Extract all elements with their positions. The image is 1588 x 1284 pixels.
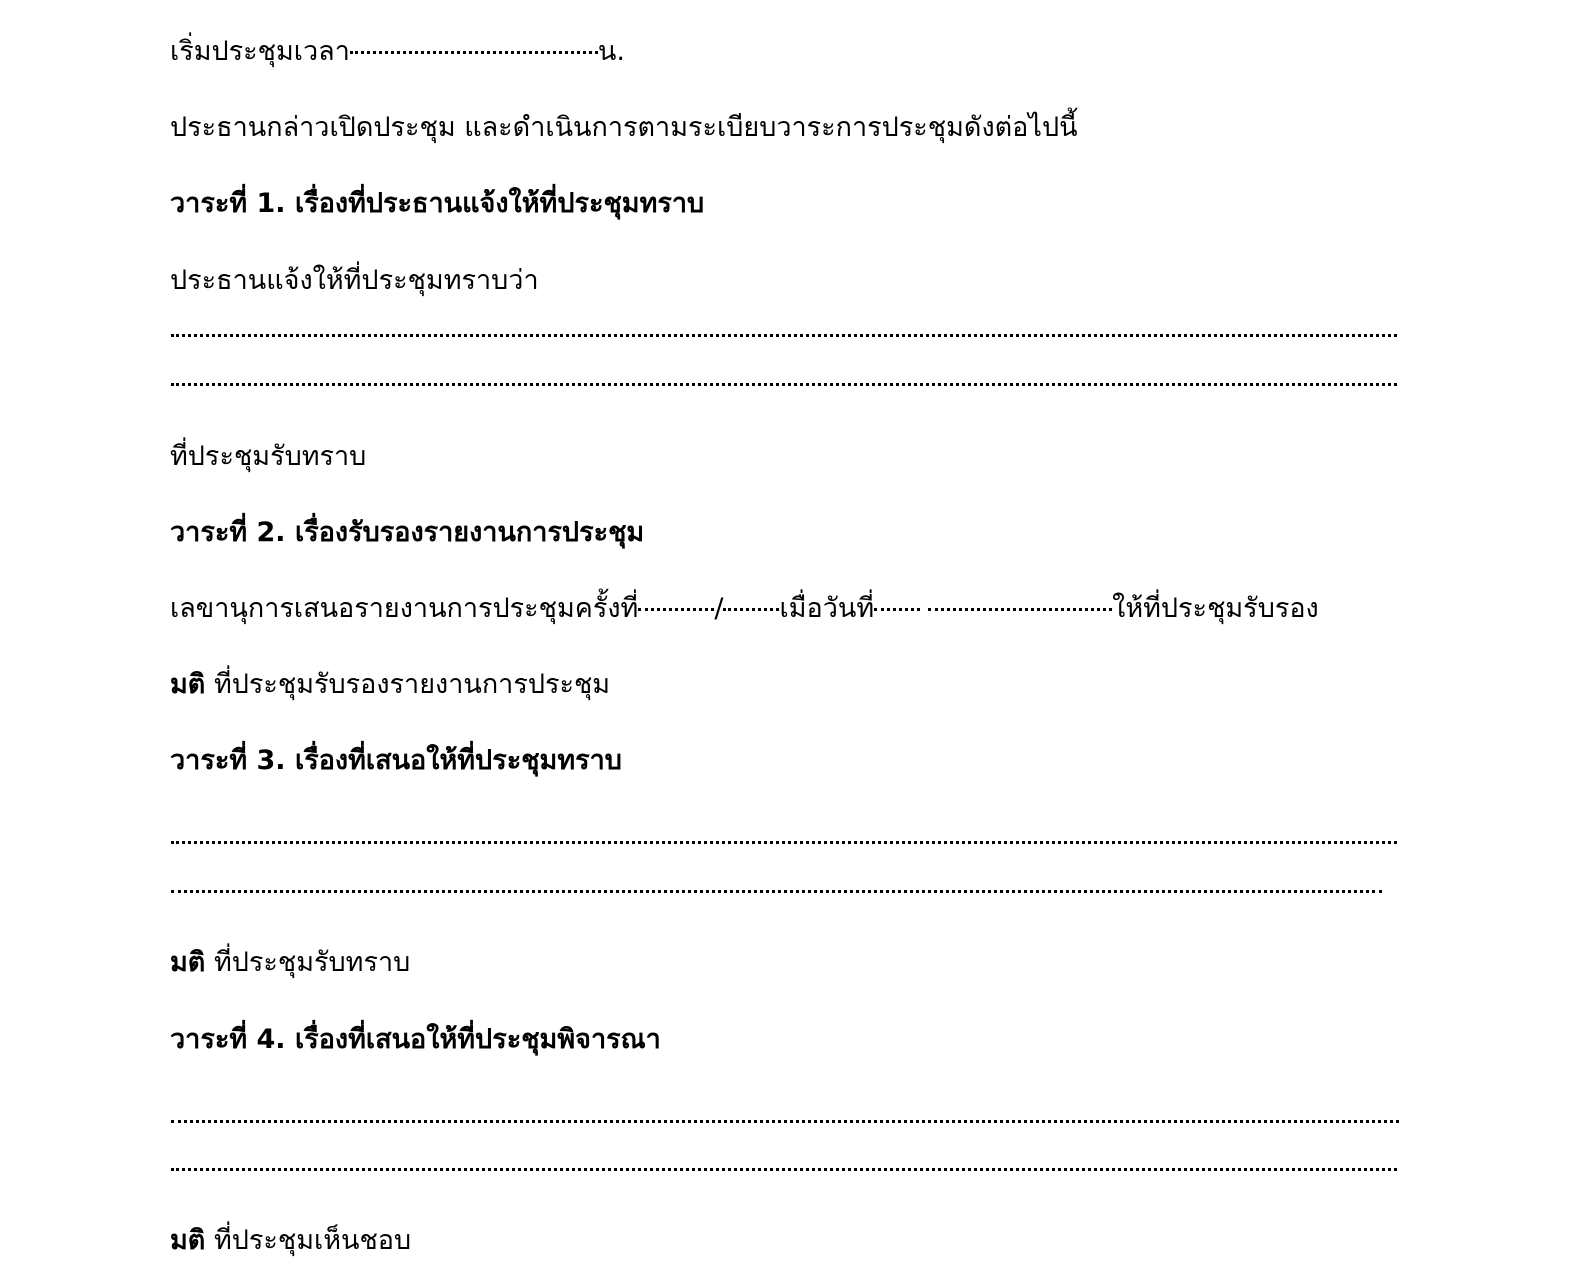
agenda-3-resolution [170,943,410,983]
agenda-3-heading: วาระที่ 3. เรื่องที่เสนอให้ที่ประชุมทราบ [170,745,622,776]
agenda-4-resolution-label: มติ [170,1225,206,1256]
agenda-1-blank-line-2[interactable] [171,383,1397,386]
meeting-year-blank[interactable] [723,608,779,611]
agenda-4-resolution [170,1221,411,1261]
agenda-4-blank-line-2[interactable] [171,1168,1397,1171]
start-time-blank[interactable] [350,51,598,54]
start-time-line [170,32,625,72]
agenda-1-blank-line-1[interactable] [171,334,1397,337]
opening-statement: ประธานกล่าวเปิดประชุม และดำเนินการตามระเบียบวาระการประชุมดังต่อไปนี้ [170,112,1078,143]
agenda-1-body: ประธานแจ้งให้ที่ประชุมทราบว่า [170,265,539,296]
agenda-4-resolution-text: ที่ประชุมเห็นชอบ [213,1225,412,1256]
agenda-4-blank-line-1[interactable] [171,1120,1399,1123]
agenda-2-heading: วาระที่ 2. เรื่องรับรองรายงานการประชุม [170,517,645,548]
agenda-2-body [170,589,1319,629]
start-time-suffix: น. [597,36,625,67]
agenda-2-resolution-text: ที่ประชุมรับรองรายงานการประชุม [213,669,611,700]
agenda-3-blank-line-2[interactable] [171,890,1382,893]
meeting-date-blank[interactable] [928,608,1112,611]
meeting-day-blank[interactable] [874,608,920,611]
agenda-3-resolution-label: มติ [170,947,206,978]
agenda-2-resolution [170,665,610,705]
agenda-2-body-part-a: เลขานุการเสนอรายงานการประชุมครั้งที่ [170,593,639,624]
agenda-2-body-part-b: เมื่อวันที่ [779,593,875,624]
start-time-label: เริ่มประชุมเวลา [170,36,350,67]
agenda-3-blank-line-1[interactable] [171,841,1397,844]
agenda-4-heading: วาระที่ 4. เรื่องที่เสนอให้ที่ประชุมพิจารณา [170,1024,661,1055]
agenda-2-body-part-c: ให้ที่ประชุมรับรอง [1112,593,1319,624]
agenda-2-slash: / [714,593,724,624]
agenda-2-resolution-label: มติ [170,669,206,700]
agenda-3-resolution-text: ที่ประชุมรับทราบ [213,947,411,978]
agenda-1-resolution: ที่ประชุมรับทราบ [170,441,367,472]
meeting-number-blank[interactable] [638,608,714,611]
agenda-1-heading: วาระที่ 1. เรื่องที่ประธานแจ้งให้ที่ประชุมทราบ [170,188,705,219]
